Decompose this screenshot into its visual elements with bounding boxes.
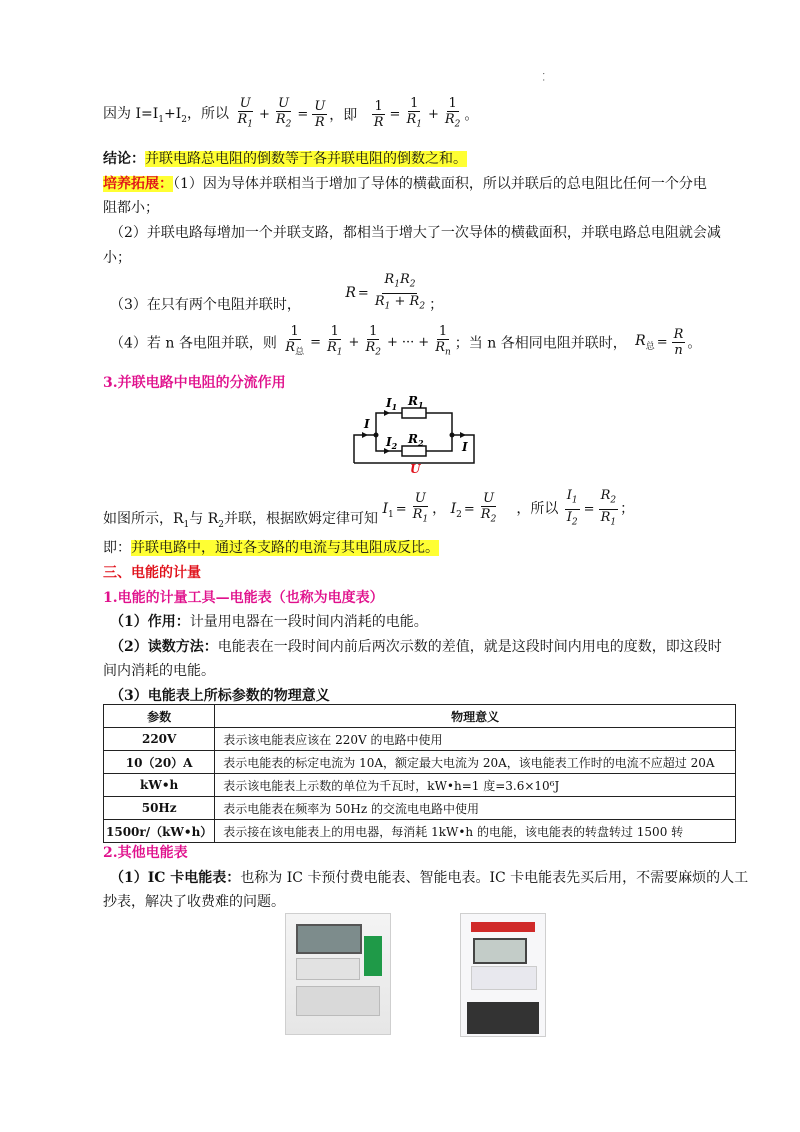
extension-label: 培养拓展： [103,176,173,192]
extension-line-1: 培养拓展：（1）因为导体并联相当于增加了导体的横截面积，所以并联后的总电阻比任何一个分电 [103,176,707,192]
brand-strip [471,922,535,932]
fraction-two-resistors: $\frac{R_1R_2}{R_1 + R_2}$ [374,272,426,312]
fraction-u-r2: $\frac{U}{R_2}$ [275,96,292,130]
part-3-title: 三、电能的计量 [103,565,201,581]
label-r2: $R_2$ [408,432,424,448]
extension-line-1b: 阻都小； [103,200,159,216]
fraction-u-r: $\frac{U}{R}$ [314,98,326,130]
terminal-block [467,1002,539,1034]
fraction-1-rtotal: $\frac{1}{R_总}$ [285,324,305,358]
shunt-conclusion: 即：并联电路中，通过各支路的电流与其电阻成反比。 [103,540,439,556]
conclusion-line [103,148,467,168]
parallel-circuit-diagram [340,393,490,475]
meter-use-line: （1）作用：计量用电器在一段时间内消耗的电能。 [110,614,428,630]
fraction-r2-r1: $\frac{R_2}{R_1}$ [600,488,617,528]
table-row: 220V 表示该电能表应该在 220V 的电路中使用 [104,728,736,751]
fraction-1-r2: $\frac{1}{R_2}$ [444,96,461,130]
ic-meter-line: （1）IC 卡电能表：也称为 IC 卡预付费电能表、智能电表。IC 卡电能表先买后用，不需要麻烦的人工 [110,870,749,886]
table-row: 50Hz 表示电能表在频率为 50Hz 的交流电电路中使用 [104,797,736,820]
extension-line-4: （4）若 n 各电阻并联，则 $\frac{1}{R_总}$ = $\frac{1}{R_1}$ + $\frac{1}{R_2}$ + ··· + $\frac{1}{R_n}$ ；当 n 各相同电阻并联时， $R_总$ = $\frac{R}{n}$ 。 [110,324,701,361]
meter-display [296,924,362,954]
extension-line-2b: 小； [103,250,131,266]
fraction-u-r1-ohm: $\frac{U}{R_1}$ [412,490,429,525]
meter-read-line-b: 间内消耗的电能。 [103,663,215,679]
label-i-right: I [462,440,468,454]
table-row: kW•h 表示该电能表上示数的单位为千瓦时，kW•h=1 度=3.6×10⁶J [104,774,736,797]
table-row: 10（20）A 表示电能表的标定电流为 10A，额定最大电流为 20A，该电能表工作时的电流不应超过 20A [104,751,736,774]
conclusion-text: 并联电路总电阻的倒数等于各并联电阻的倒数之和。 [145,151,467,167]
ohm-law-line: 如图所示，$R_1$与 $R_2$并联，根据欧姆定律可知 $I_1$ = $\frac{U}{R_1}$ ， $I_2$ = $\frac{U}{R_2}$ ，所以 $\frac{I_1}{I_2}$ = $\frac{R_2}{R_1}$ ； [103,488,635,531]
fraction-1-r: $\frac{1}{R}$ [373,98,384,130]
intro-formula-line: 因为 $I=I_1+I_2$，所以 $\frac{U}{R_1}$ + $\frac{U}{R_2}$ = $\frac{U}{R}$ ，即 $\frac{1}{R}$ = $\frac{1}{R_1}$ + $\frac{1}{R_2}$ 。 [103,96,478,133]
meter-lcd [473,938,527,964]
label-r1: $R_1$ [408,394,424,410]
meter-nameplate [296,958,360,980]
header-param: 参数 [104,705,215,728]
fraction-u-r1: $\frac{U}{R_1}$ [237,96,253,130]
extension-line-2: （2）并联电路每增加一个并联支路，都相当于增大了一次导体的横截面积，并联电路总电阻就会减 [110,225,721,241]
label-i1: $I_1$ [386,396,398,412]
extension-line-3: （3）在只有两个电阻并联时， R = $\frac{R_1R_2}{R_1 + R_2}$ ； [110,272,444,314]
terminal-cover [296,986,380,1016]
meter-read-line: （2）读数方法：电能表在一段时间内前后两次示数的差值，就是这段时间内用电的度数，即这段时 [110,639,722,655]
table-header-row [104,705,736,728]
fraction-i1-i2: $\frac{I_1}{I_2}$ [566,488,578,528]
circuit-wire-left [354,435,376,463]
meter-label-plate [471,966,537,990]
card-slot-cover [364,936,382,976]
label-i2: $I_2$ [386,435,398,451]
fraction-r-n: $\frac{R}{n}$ [673,326,684,358]
intro-prefix: 因为 I=I [103,106,159,123]
ic-meter-photo-1 [285,913,391,1035]
ic-meter-line-b: 抄表，解决了收费难的问题。 [103,894,285,910]
other-meters-title: 2.其他电能表 [103,845,188,861]
header-meaning: 物理意义 [215,705,736,728]
table-row: 1500r/（kW•h） 表示接在该电能表上的用电器，每消耗 1kW•h 的电能，该电能表的转盘转过 1500 转 [104,820,736,843]
meter-params-table [103,704,736,843]
meter-params-label: （3）电能表上所标参数的物理意义 [110,688,330,704]
section-3-title: 3.并联电路中电阻的分流作用 [103,375,286,391]
fraction-1-r1: $\frac{1}{R_1}$ [406,96,422,130]
label-i: I [364,417,370,431]
label-u: U [410,462,421,475]
conclusion-label: 结论： [103,151,145,167]
meter-title: 1.电能的计量工具—电能表（也称为电度表） [103,590,384,606]
corner-marks: . . [540,72,551,82]
fraction-u-r2-ohm: $\frac{U}{R_2}$ [480,490,497,525]
ic-meter-photo-2 [460,913,546,1037]
